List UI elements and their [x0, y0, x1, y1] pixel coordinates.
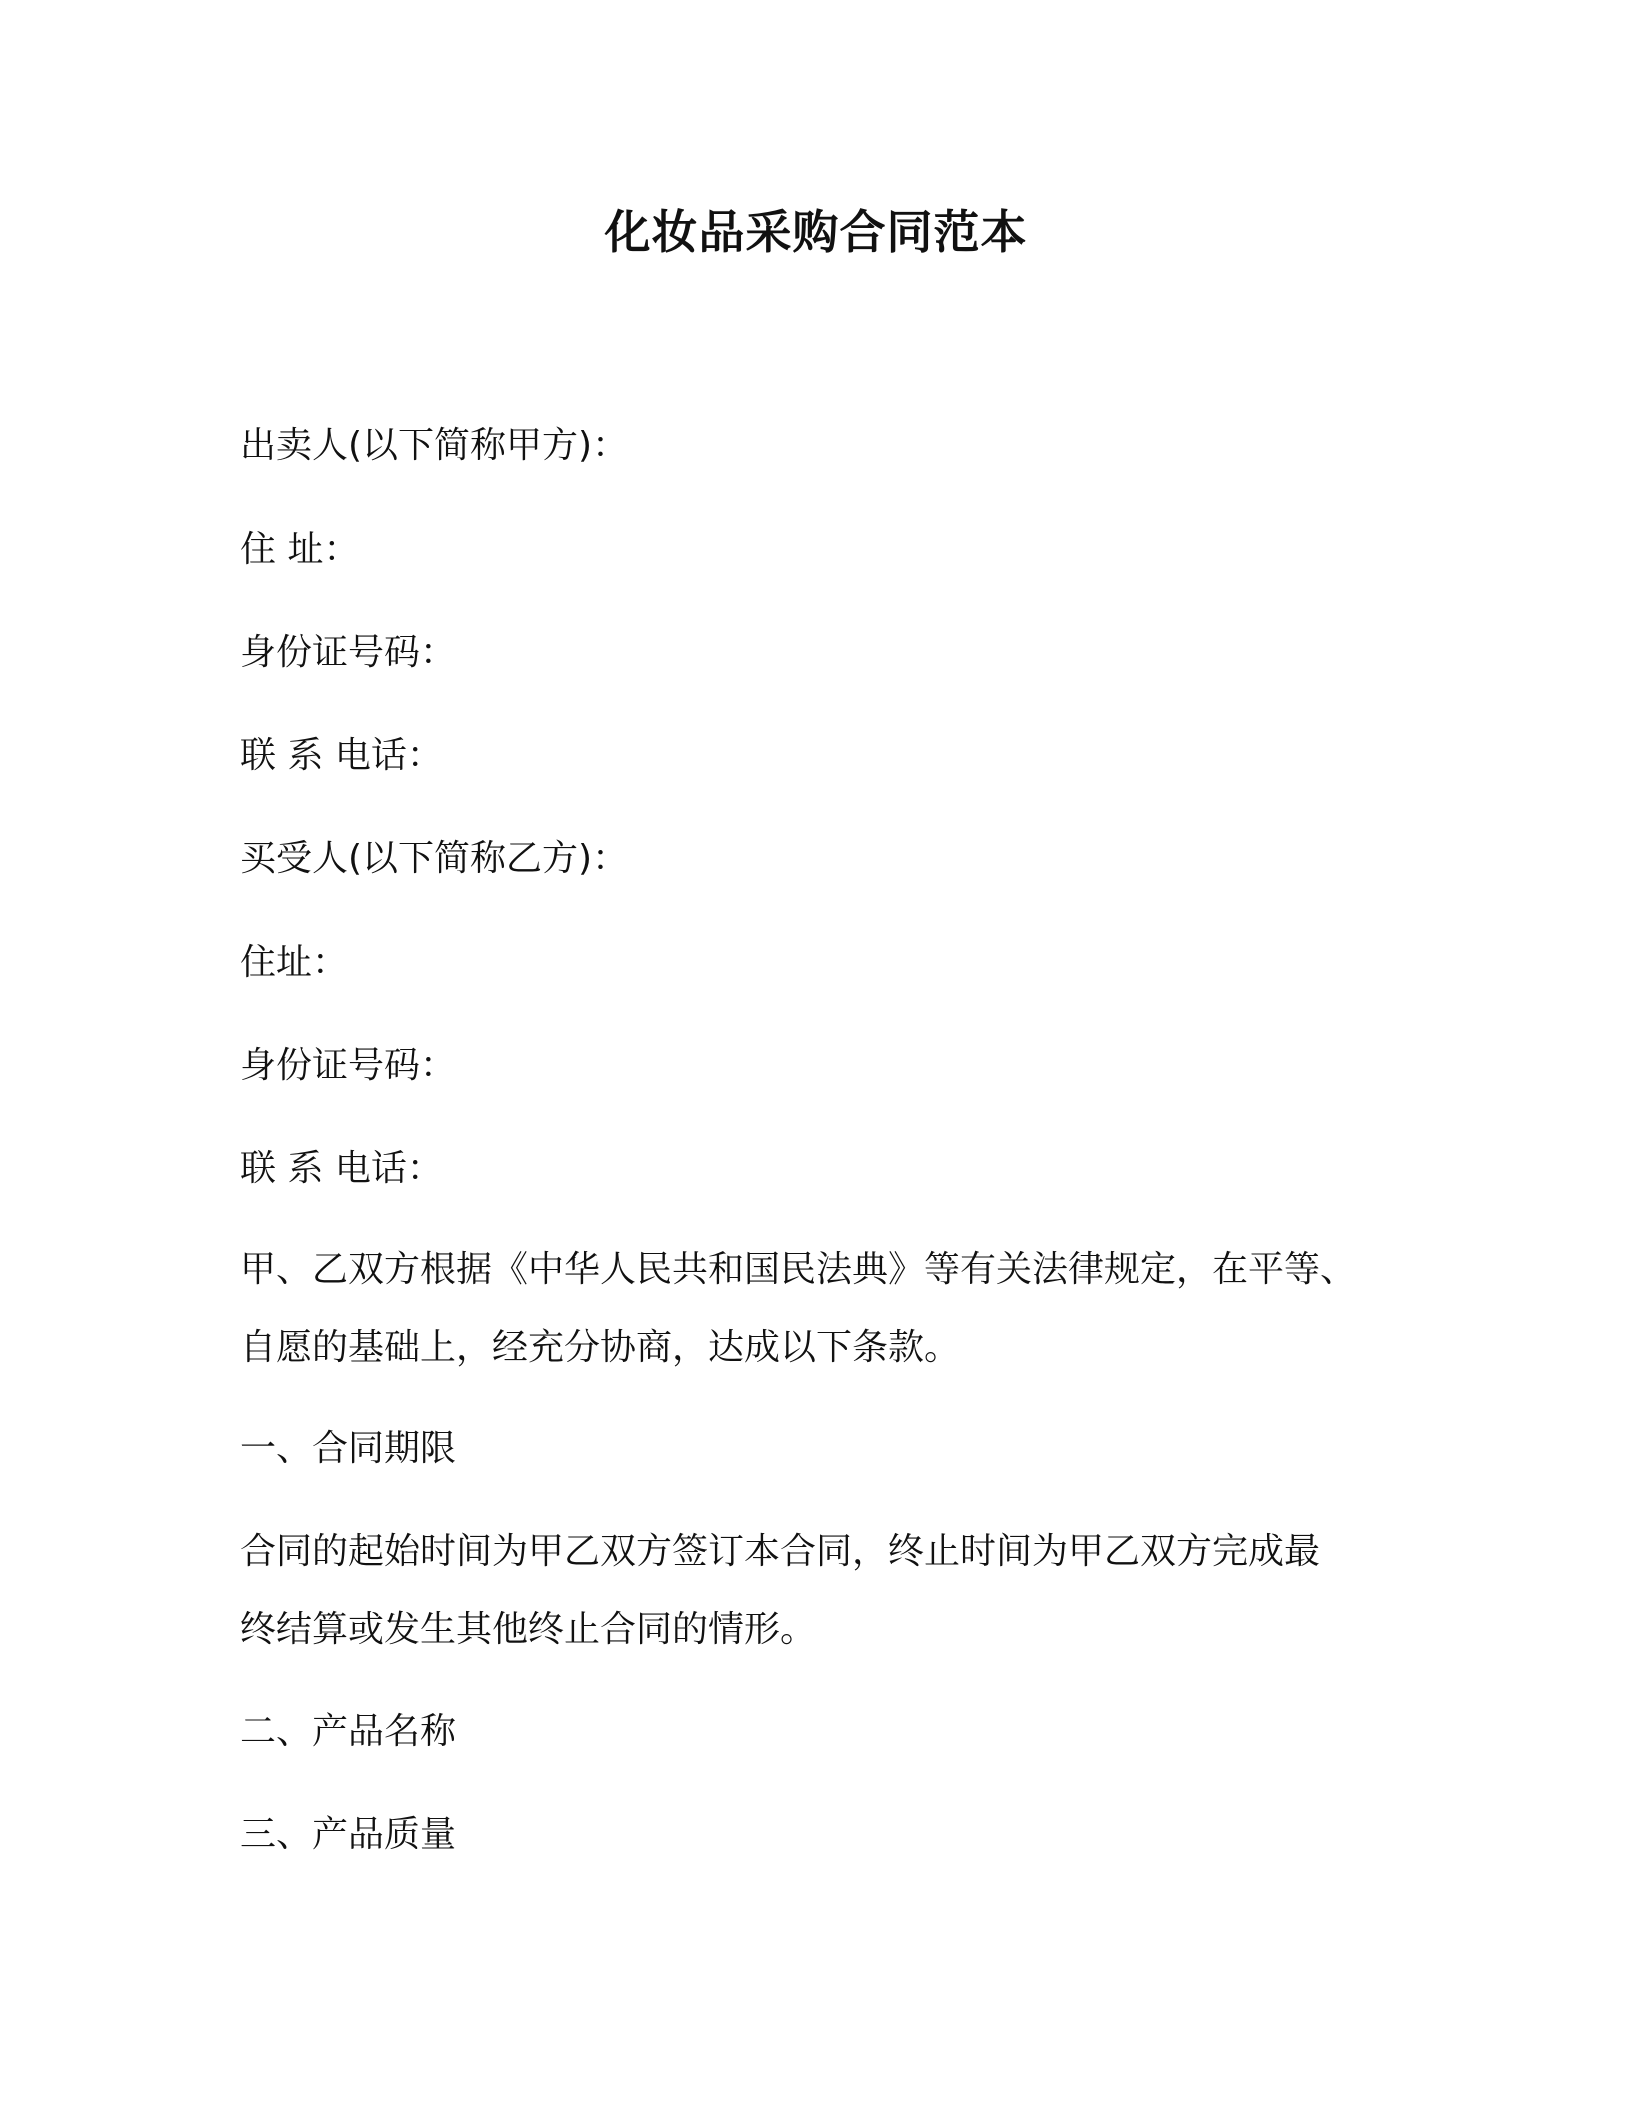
- buyer-address-field: 住址：: [240, 942, 349, 983]
- buyer-label: 买受人(以下简称乙方)：: [240, 838, 629, 879]
- section-heading-term: 一、合同期限: [240, 1428, 457, 1469]
- seller-id-number-field: 身份证号码：: [240, 632, 457, 673]
- intro-paragraph: [240, 1231, 1400, 1387]
- document-title: 化妆品采购合同范本: [604, 205, 1028, 259]
- seller-phone-field: 联 系 电话：: [240, 735, 443, 776]
- intro-line: 自愿的基础上，经充分协商，达成以下条款。: [240, 1327, 961, 1368]
- buyer-id-number-field: 身份证号码：: [240, 1045, 457, 1086]
- section-heading-product-quality: 三、产品质量: [240, 1814, 457, 1855]
- section-body-term: [240, 1513, 1400, 1669]
- section-body-line: 终结算或发生其他终止合同的情形。: [240, 1609, 817, 1650]
- section-body-line: 合同的起始时间为甲乙双方签订本合同，终止时间为甲乙双方完成最: [240, 1531, 1321, 1572]
- section-heading-product-name: 二、产品名称: [240, 1711, 457, 1752]
- seller-label: 出卖人(以下简称甲方)：: [240, 425, 629, 466]
- buyer-phone-field: 联 系 电话：: [240, 1148, 443, 1189]
- seller-address-field: 住 址：: [240, 529, 360, 570]
- intro-line: 甲、乙双方根据《中华人民共和国民法典》等有关法律规定，在平等、: [240, 1249, 1357, 1290]
